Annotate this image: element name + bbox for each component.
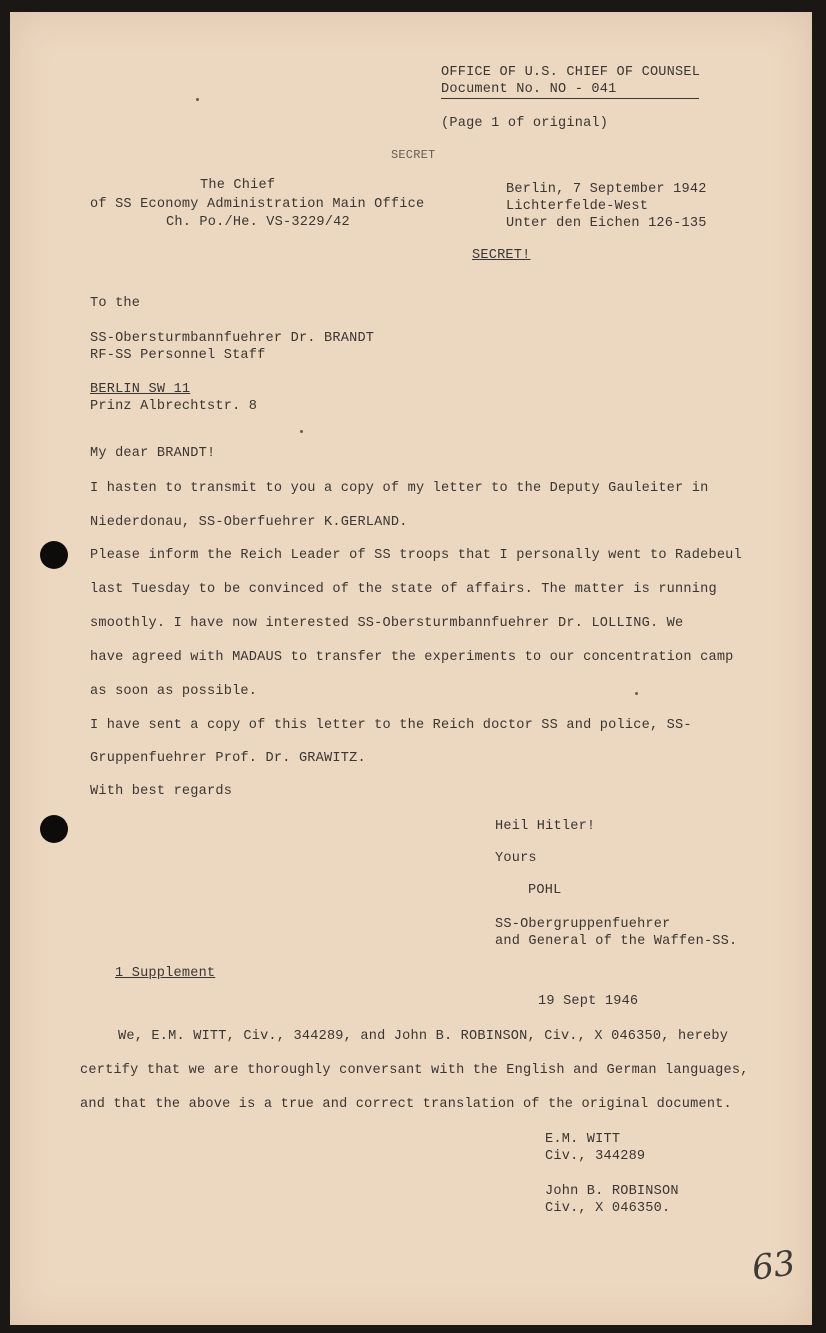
body-line: I have sent a copy of this letter to the Reich doctor SS and police, SS-	[90, 718, 692, 733]
certification-date: 19 Sept 1946	[538, 994, 639, 1009]
translator-2-id: Civ., X 046350.	[545, 1201, 671, 1216]
certification-line: and that the above is a true and correct translation of the original document.	[80, 1097, 732, 1112]
classification-stamp: SECRET	[391, 148, 436, 162]
supplement-note: 1 Supplement	[115, 966, 216, 981]
recipient-street: Prinz Albrechtstr. 8	[90, 399, 258, 414]
body-line: as soon as possible.	[90, 684, 258, 699]
translator-1-id: Civ., 344289	[545, 1149, 646, 1164]
body-line: last Tuesday to be convinced of the state of affairs. The matter is running	[90, 582, 717, 597]
paper-speck	[196, 98, 199, 101]
paper-speck	[300, 430, 303, 433]
punch-hole	[40, 541, 68, 569]
recipient-name: SS-Obersturmbannfuehrer Dr. BRANDT	[90, 331, 375, 346]
certification-line: certify that we are thoroughly conversant with the English and German languages,	[80, 1063, 749, 1078]
body-line: Niederdonau, SS-Oberfuehrer K.GERLAND.	[90, 515, 408, 530]
sender-reference: Ch. Po./He. VS-3229/42	[166, 215, 350, 230]
body-line: smoothly. I have now interested SS-Obersturmbannfuehrer Dr. LOLLING. We	[90, 616, 684, 631]
sender-title: The Chief	[200, 178, 276, 193]
letter-street: Unter den Eichen 126-135	[506, 216, 707, 231]
closing-salute: Heil Hitler!	[495, 819, 596, 834]
signature-name: POHL	[528, 883, 562, 898]
document-number: Document No. NO - 041	[441, 82, 699, 99]
punch-hole	[40, 815, 68, 843]
salutation: My dear BRANDT!	[90, 446, 216, 461]
letter-date: Berlin, 7 September 1942	[506, 182, 707, 197]
paper-speck	[635, 692, 638, 695]
body-line: With best regards	[90, 784, 233, 799]
certification-line: We, E.M. WITT, Civ., 344289, and John B. ROBINSON, Civ., X 046350, hereby	[118, 1029, 729, 1044]
page-note: (Page 1 of original)	[441, 116, 609, 131]
body-line: Gruppenfuehrer Prof. Dr. GRAWITZ.	[90, 751, 366, 766]
body-line: I hasten to transmit to you a copy of my letter to the Deputy Gauleiter in	[90, 481, 709, 496]
office-header: OFFICE OF U.S. CHIEF OF COUNSEL	[441, 65, 701, 80]
body-line: have agreed with MADAUS to transfer the experiments to our concentration camp	[90, 650, 734, 665]
recipient-city: BERLIN SW 11	[90, 382, 191, 397]
translator-2-name: John B. ROBINSON	[545, 1184, 679, 1199]
closing-yours: Yours	[495, 851, 537, 866]
signature-rank: SS-Obergruppenfuehrer	[495, 917, 671, 932]
document-page	[10, 12, 812, 1325]
secret-mark: SECRET!	[472, 248, 531, 263]
body-line: Please inform the Reich Leader of SS troops that I personally went to Radebeul	[90, 548, 742, 563]
letter-district: Lichterfelde-West	[506, 199, 649, 214]
recipient-unit: RF-SS Personnel Staff	[90, 348, 266, 363]
recipient-to: To the	[90, 296, 141, 311]
handwritten-page-number: 63	[749, 1243, 798, 1289]
signature-rank-2: and General of the Waffen-SS.	[495, 934, 738, 949]
translator-1-name: E.M. WITT	[545, 1132, 621, 1147]
sender-office: of SS Economy Administration Main Office	[90, 197, 425, 212]
